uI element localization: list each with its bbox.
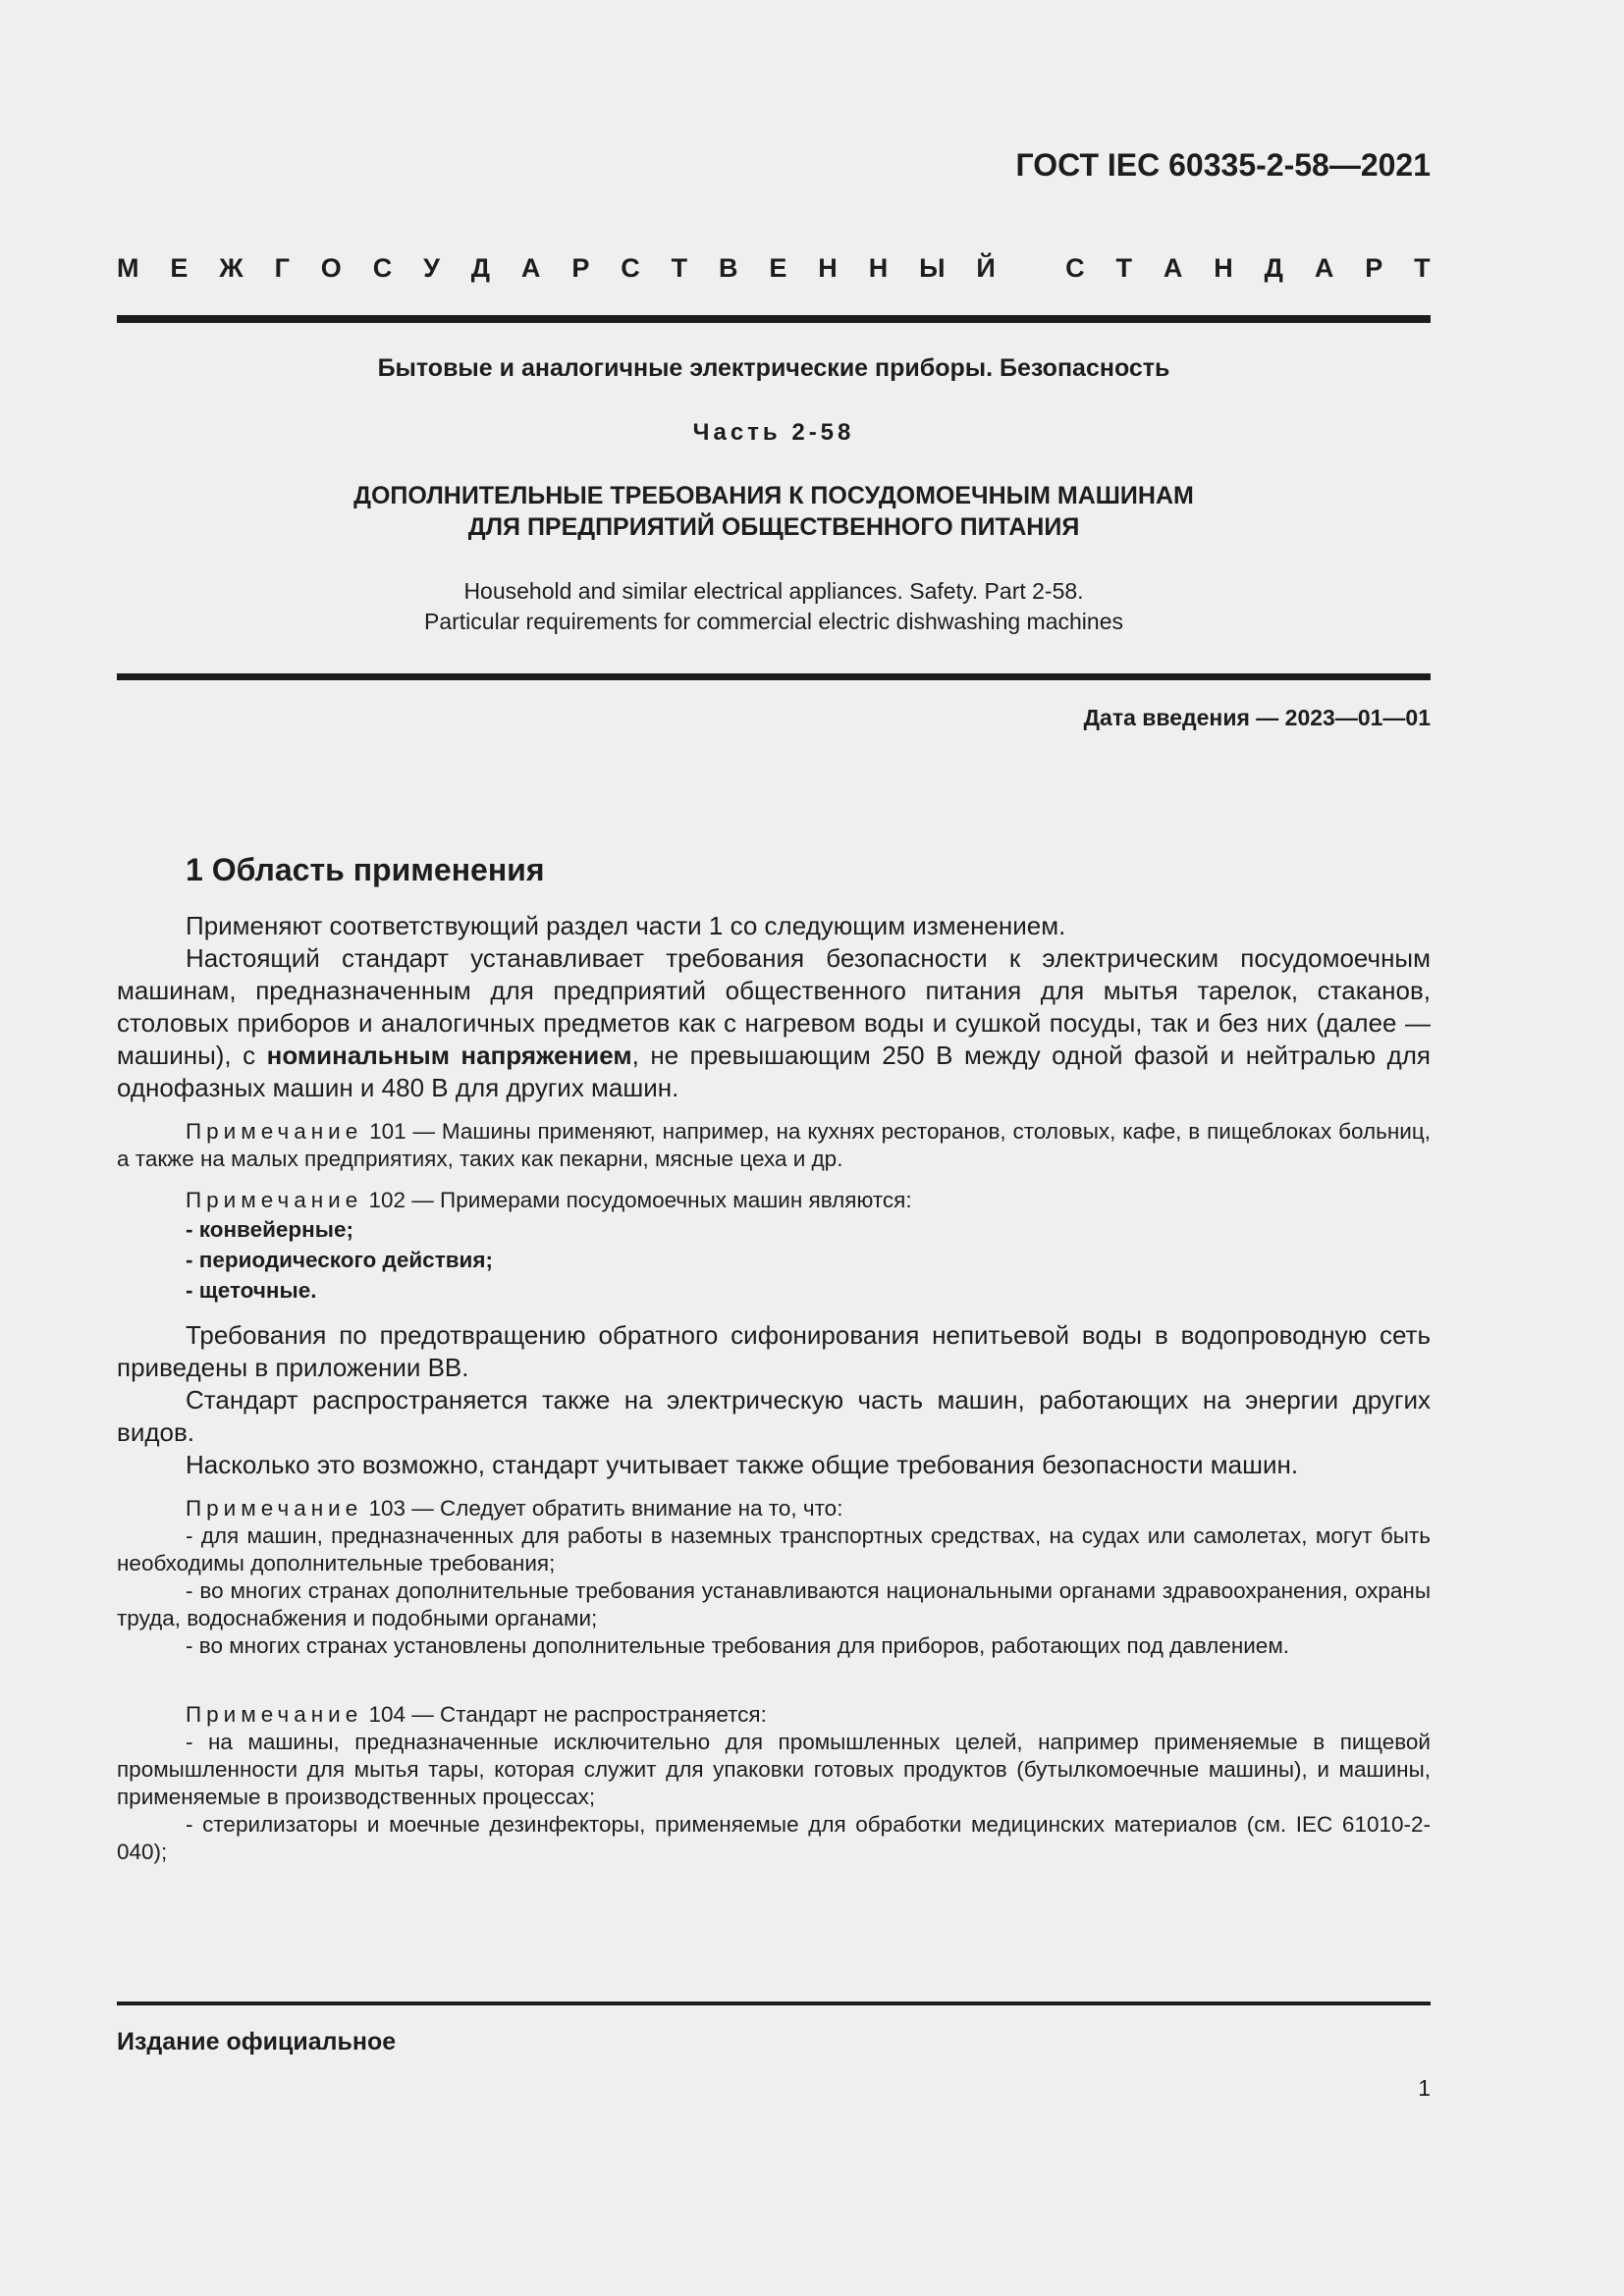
standard-kind-letter: Г bbox=[274, 253, 290, 283]
standard-kind-letter: С bbox=[621, 253, 640, 283]
standard-kind-letter: Е bbox=[769, 253, 787, 283]
paragraph-2-text-b: , не превышающим 250 В между одной фазой и нейтралью для однофазных машин и 480 В для других машин. bbox=[117, 1041, 1432, 1102]
intro-date: Дата введения — 2023—01—01 bbox=[1083, 705, 1431, 730]
list-item: - периодического действия; bbox=[186, 1248, 494, 1272]
standard-kind bbox=[117, 252, 1431, 284]
note-label: Примечание bbox=[186, 1188, 363, 1212]
paragraph-2-text-a: Настоящий стандарт устанавливает требования безопасности к электрическим посудомоечным машинам, предназначенным для предприятий общественного питания для мытья тарелок, стаканов, столовых приборов и аналогичных предметов как с нагревом воды и сушкой посуды, так и без них (далее — машины), с bbox=[117, 943, 1431, 1070]
note-label: Примечание bbox=[186, 1496, 363, 1521]
paragraph-3: Требования по предотвращению обратного сифонирования непитьевой воды в водопроводную сеть приведены в приложении ВВ. bbox=[117, 1320, 1431, 1382]
note-label: Примечание bbox=[186, 1119, 363, 1144]
standard-kind-letter: У bbox=[423, 253, 440, 283]
standard-kind-letter: Н bbox=[818, 253, 838, 283]
note-103 bbox=[117, 1495, 1431, 1522]
standard-kind-letter: Д bbox=[1264, 253, 1283, 283]
note-104-text: 104 — Стандарт не распространяется: bbox=[362, 1702, 767, 1727]
section-heading: 1 Область применения bbox=[186, 852, 545, 887]
note-102 bbox=[117, 1187, 1431, 1214]
footer-rule bbox=[117, 2002, 1431, 2005]
standard-kind-letter: С bbox=[372, 253, 393, 283]
note-103-text: 103 — Следует обратить внимание на то, что: bbox=[362, 1496, 843, 1521]
standard-kind-letter: Й bbox=[976, 253, 996, 283]
standard-kind-letter: Т bbox=[1414, 253, 1431, 283]
note-101-text: 101 — Машины применяют, например, на кухнях ресторанов, столовых, кафе, в пищеблоках больниц, а также на малых предприятиях, таких как пекарни, мясные цеха и др. bbox=[117, 1119, 1431, 1171]
paragraph-2 bbox=[117, 942, 1431, 1104]
title-specific-line-1: ДОПОЛНИТЕЛЬНЫЕ ТРЕБОВАНИЯ К ПОСУДОМОЕЧНЫМ МАШИНАМ bbox=[353, 482, 1194, 509]
official-edition: Издание официальное bbox=[117, 2028, 397, 2056]
standard-kind-letter: А bbox=[520, 253, 541, 283]
list-item: - на машины, предназначенные исключительно для промышленных целей, например применяемые в пищевой промышленности для мытья тары, которая служит для упаковки готовых продуктов (бутылкомоечные машины), и машины, применяемые в производственных процессах; bbox=[117, 1730, 1431, 1809]
title-english-line-2: Particular requirements for commercial electric dishwashing machines bbox=[424, 609, 1123, 634]
standard-kind-letter: Р bbox=[571, 253, 590, 283]
standard-kind-letter: Ж bbox=[219, 253, 244, 283]
standard-kind-letter: Д bbox=[470, 253, 491, 283]
list-item: - во многих странах установлены дополнительные требования для приборов, работающих под давлением. bbox=[186, 1633, 1290, 1658]
title-rule bbox=[117, 673, 1431, 680]
paragraph-5: Насколько это возможно, стандарт учитывает также общие требования безопасности машин. bbox=[186, 1450, 1299, 1479]
standard-kind-letter: Р bbox=[1365, 253, 1383, 283]
part-label: Часть 2-58 bbox=[692, 419, 855, 446]
page-number: 1 bbox=[1418, 2075, 1431, 2101]
standard-kind-letter: О bbox=[320, 253, 342, 283]
list-item: - во многих странах дополнительные требования устанавливаются национальными органами здравоохранения, охраны труда, водоснабжения и подобными органами; bbox=[117, 1578, 1431, 1630]
title-specific bbox=[117, 480, 1431, 543]
word-gap bbox=[1027, 252, 1035, 284]
list-item: - щеточные. bbox=[186, 1278, 317, 1303]
standard-kind-letter: Е bbox=[170, 253, 189, 283]
title-specific-line-2: ДЛЯ ПРЕДПРИЯТИЙ ОБЩЕСТВЕННОГО ПИТАНИЯ bbox=[467, 513, 1080, 541]
note-label: Примечание bbox=[186, 1702, 363, 1727]
note-102-text: 102 — Примерами посудомоечных машин являются: bbox=[362, 1188, 912, 1212]
title-general: Бытовые и аналогичные электрические приборы. Безопасность bbox=[377, 354, 1170, 382]
standard-kind-letter: М bbox=[117, 253, 139, 283]
note-101 bbox=[117, 1118, 1431, 1173]
list-item: - стерилизаторы и моечные дезинфекторы, применяемые для обработки медицинских материалов (см. IEC 61010-2-040); bbox=[117, 1812, 1431, 1864]
title-english bbox=[117, 576, 1431, 637]
standard-kind-letter: Н bbox=[868, 253, 889, 283]
title-english-line-1: Household and similar electrical appliances. Safety. Part 2-58. bbox=[463, 578, 1084, 604]
list-item: - для машин, предназначенных для работы в наземных транспортных средствах, на судах или самолетах, могут быть необходимы дополнительные требования; bbox=[117, 1523, 1431, 1575]
list-item: - конвейерные; bbox=[186, 1217, 353, 1242]
paragraph-4: Стандарт распространяется также на электрическую часть машин, работающих на энергии других видов. bbox=[117, 1385, 1431, 1447]
standard-kind-letter: С bbox=[1065, 253, 1085, 283]
doc-number: ГОСТ IEC 60335-2-58—2021 bbox=[1015, 147, 1431, 183]
standard-kind-letter: Т bbox=[1115, 253, 1132, 283]
paragraph-1: Применяют соответствующий раздел части 1 со следующим изменением. bbox=[186, 911, 1066, 940]
standard-kind-letter: А bbox=[1163, 253, 1183, 283]
top-rule bbox=[117, 315, 1431, 323]
term-rated-voltage: номинальным напряжением bbox=[266, 1041, 632, 1070]
standard-kind-letter: Ы bbox=[919, 253, 946, 283]
standard-kind-letter: Т bbox=[671, 253, 688, 283]
standard-kind-letter: А bbox=[1314, 253, 1334, 283]
section-body bbox=[117, 910, 1431, 1866]
standard-kind-letter: Н bbox=[1214, 253, 1233, 283]
note-104 bbox=[117, 1701, 1431, 1729]
standard-kind-letter: В bbox=[719, 253, 738, 283]
